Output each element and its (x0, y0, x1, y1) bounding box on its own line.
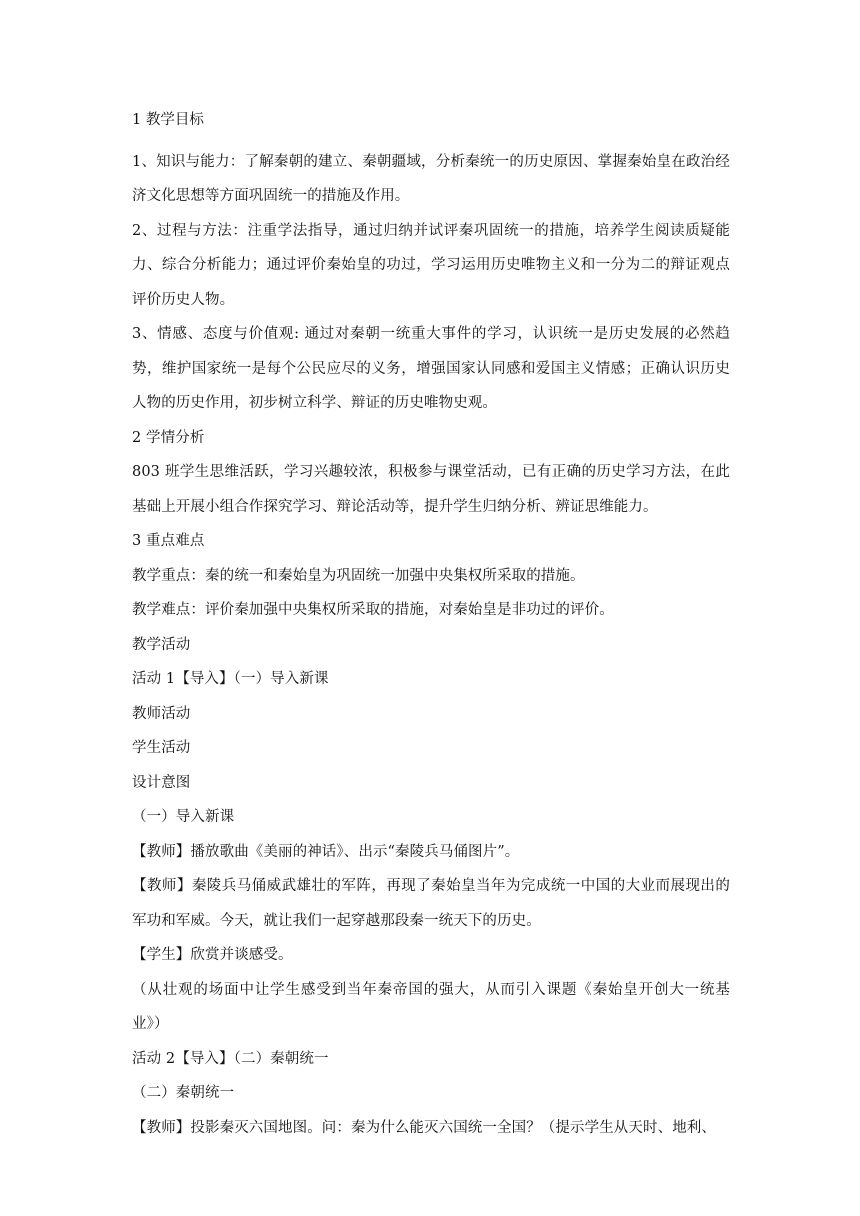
goal-emotion: 3、情感、态度与价值观: 通过对秦朝一统重大事件的学习，认识统一是历史发展的必然趋势，维护国家统一是每个公民应尽的义务，增强国家认同感和爱国主义情感；正确认识历史人物的历史作用，初步树立科学、辩证的历史唯物史观。 (132, 326, 730, 411)
goal-knowledge: 1、知识与能力：了解秦朝的建立、秦朝疆域，分析秦统一的历史原因、掌握秦始皇在政治经济文化思想等方面巩固统一的措施及作用。 (132, 153, 730, 204)
difficulty-text: 教学难点：评价秦加强中央集权所采取的措施，对秦始皇是非功过的评价。 (132, 602, 614, 618)
teacher-terracotta: 【教师】秦陵兵马俑威武雄壮的军阵，再现了秦始皇当年为完成统一中国的大业而展现出的军功和军威。今天，就让我们一起穿越那段秦一统天下的历史。 (132, 878, 730, 929)
heading-teaching-goals: 1 教学目标 (132, 112, 204, 128)
label-student-activity: 学生活动 (132, 740, 191, 756)
activity-2-title: 活动 2【导入】（二）秦朝统一 (132, 1050, 329, 1067)
key-point-text: 教学重点：秦的统一和秦始皇为巩固统一加强中央集权所采取的措施。 (132, 567, 585, 584)
heading-key-points: 3 重点难点 (132, 533, 205, 549)
student-appreciate: 【学生】欣赏并谈感受。 (132, 947, 293, 963)
student-analysis-text: 803 班学生思维活跃，学习兴趣较浓，积极参与课堂活动，已有正确的历史学习方法，在此基础上开展小组合作探究学习、辩论活动等，提升学生归纳分析、辨证思维能力。 (132, 464, 730, 515)
intent-note: （从壮观的场面中让学生感受到当年秦帝国的强大，从而引入课题《秦始皇开创大一统基业》） (132, 981, 730, 1032)
teacher-song: 【教师】播放歌曲《美丽的神话》、出示“秦陵兵马俑图片”。 (132, 843, 520, 860)
section-intro: （一）导入新课 (132, 809, 235, 825)
heading-student-analysis: 2 学情分析 (132, 429, 205, 446)
heading-teaching-activities: 教学活动 (132, 636, 191, 653)
goal-process: 2、过程与方法：注重学法指导，通过归纳并试评秦巩固统一的措施，培养学生阅读质疑能力、综合分析能力；通过评价秦始皇的功过，学习运用历史唯物主义和一分为二的辩证观点评价历史人物。 (132, 222, 730, 308)
label-design-intent: 设计意图 (132, 774, 191, 791)
document-page (132, 110, 730, 1145)
teacher-map: 【教师】投影秦灭六国地图。问：秦为什么能灭六国统一全国？（提示学生从天时、地利、 (132, 1119, 716, 1136)
activity-1-title: 活动 1【导入】（一）导入新课 (132, 671, 329, 687)
section-unification: （二）秦朝统一 (132, 1085, 235, 1101)
label-teacher-activity: 教师活动 (132, 705, 191, 722)
